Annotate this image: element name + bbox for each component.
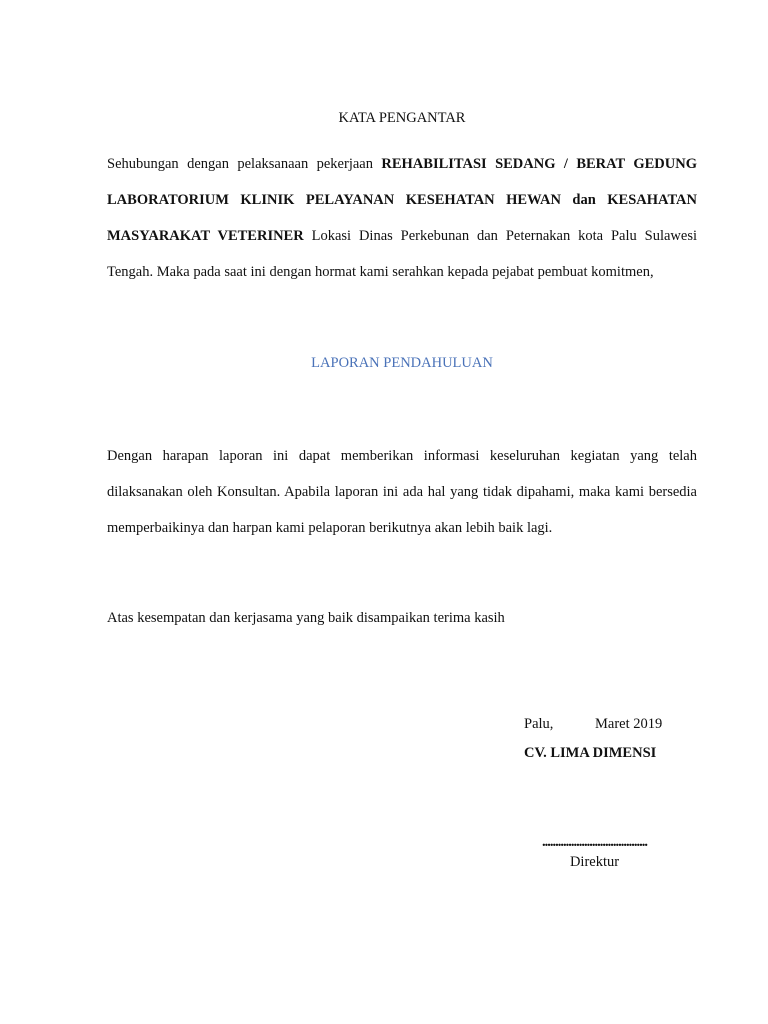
conjunction: dan bbox=[560, 192, 608, 208]
place-date bbox=[524, 716, 663, 733]
project-name: REHABILITASI SEDANG / BERAT GEDUNG LABORATORIUM KLINIK PELAYANAN KESEHATAN HEWAN bbox=[107, 156, 697, 208]
intro-paragraph bbox=[107, 146, 697, 290]
signature-line: ........................................ bbox=[542, 834, 647, 850]
body-paragraph: Dengan harapan laporan ini dapat memberikan informasi keseluruhan kegiatan yang telah dilaksanakan oleh Konsultan. Apabila laporan ini ada hal yang tidak dipahami, maka kami bersedia memperbaikinya dan harpan kami pelaporan berikutnya akan lebih baik lagi. bbox=[107, 448, 697, 536]
place: Palu, bbox=[524, 716, 554, 732]
company-name: CV. LIMA DIMENSI bbox=[524, 745, 657, 761]
report-subtitle: LAPORAN PENDAHULUAN bbox=[311, 355, 493, 371]
intro-rest: Lokasi Dinas Perkebunan dan Peternakan kota Palu Sulawesi Tengah. Maka pada saat ini dengan hormat kami serahkan kepada pejabat pembuat komitmen, bbox=[107, 228, 697, 280]
signatory-role: Direktur bbox=[569, 854, 620, 870]
page-title: KATA PENGANTAR bbox=[338, 110, 466, 126]
closing-sentence: Atas kesempatan dan kerjasama yang baik disampaikan terima kasih bbox=[107, 610, 505, 626]
date: Maret 2019 bbox=[595, 716, 663, 732]
intro-text: Sehubungan dengan pelaksanaan pekerjaan bbox=[107, 156, 382, 172]
project-name-2: KESAHATAN MASYARAKAT VETERINER bbox=[107, 192, 697, 244]
